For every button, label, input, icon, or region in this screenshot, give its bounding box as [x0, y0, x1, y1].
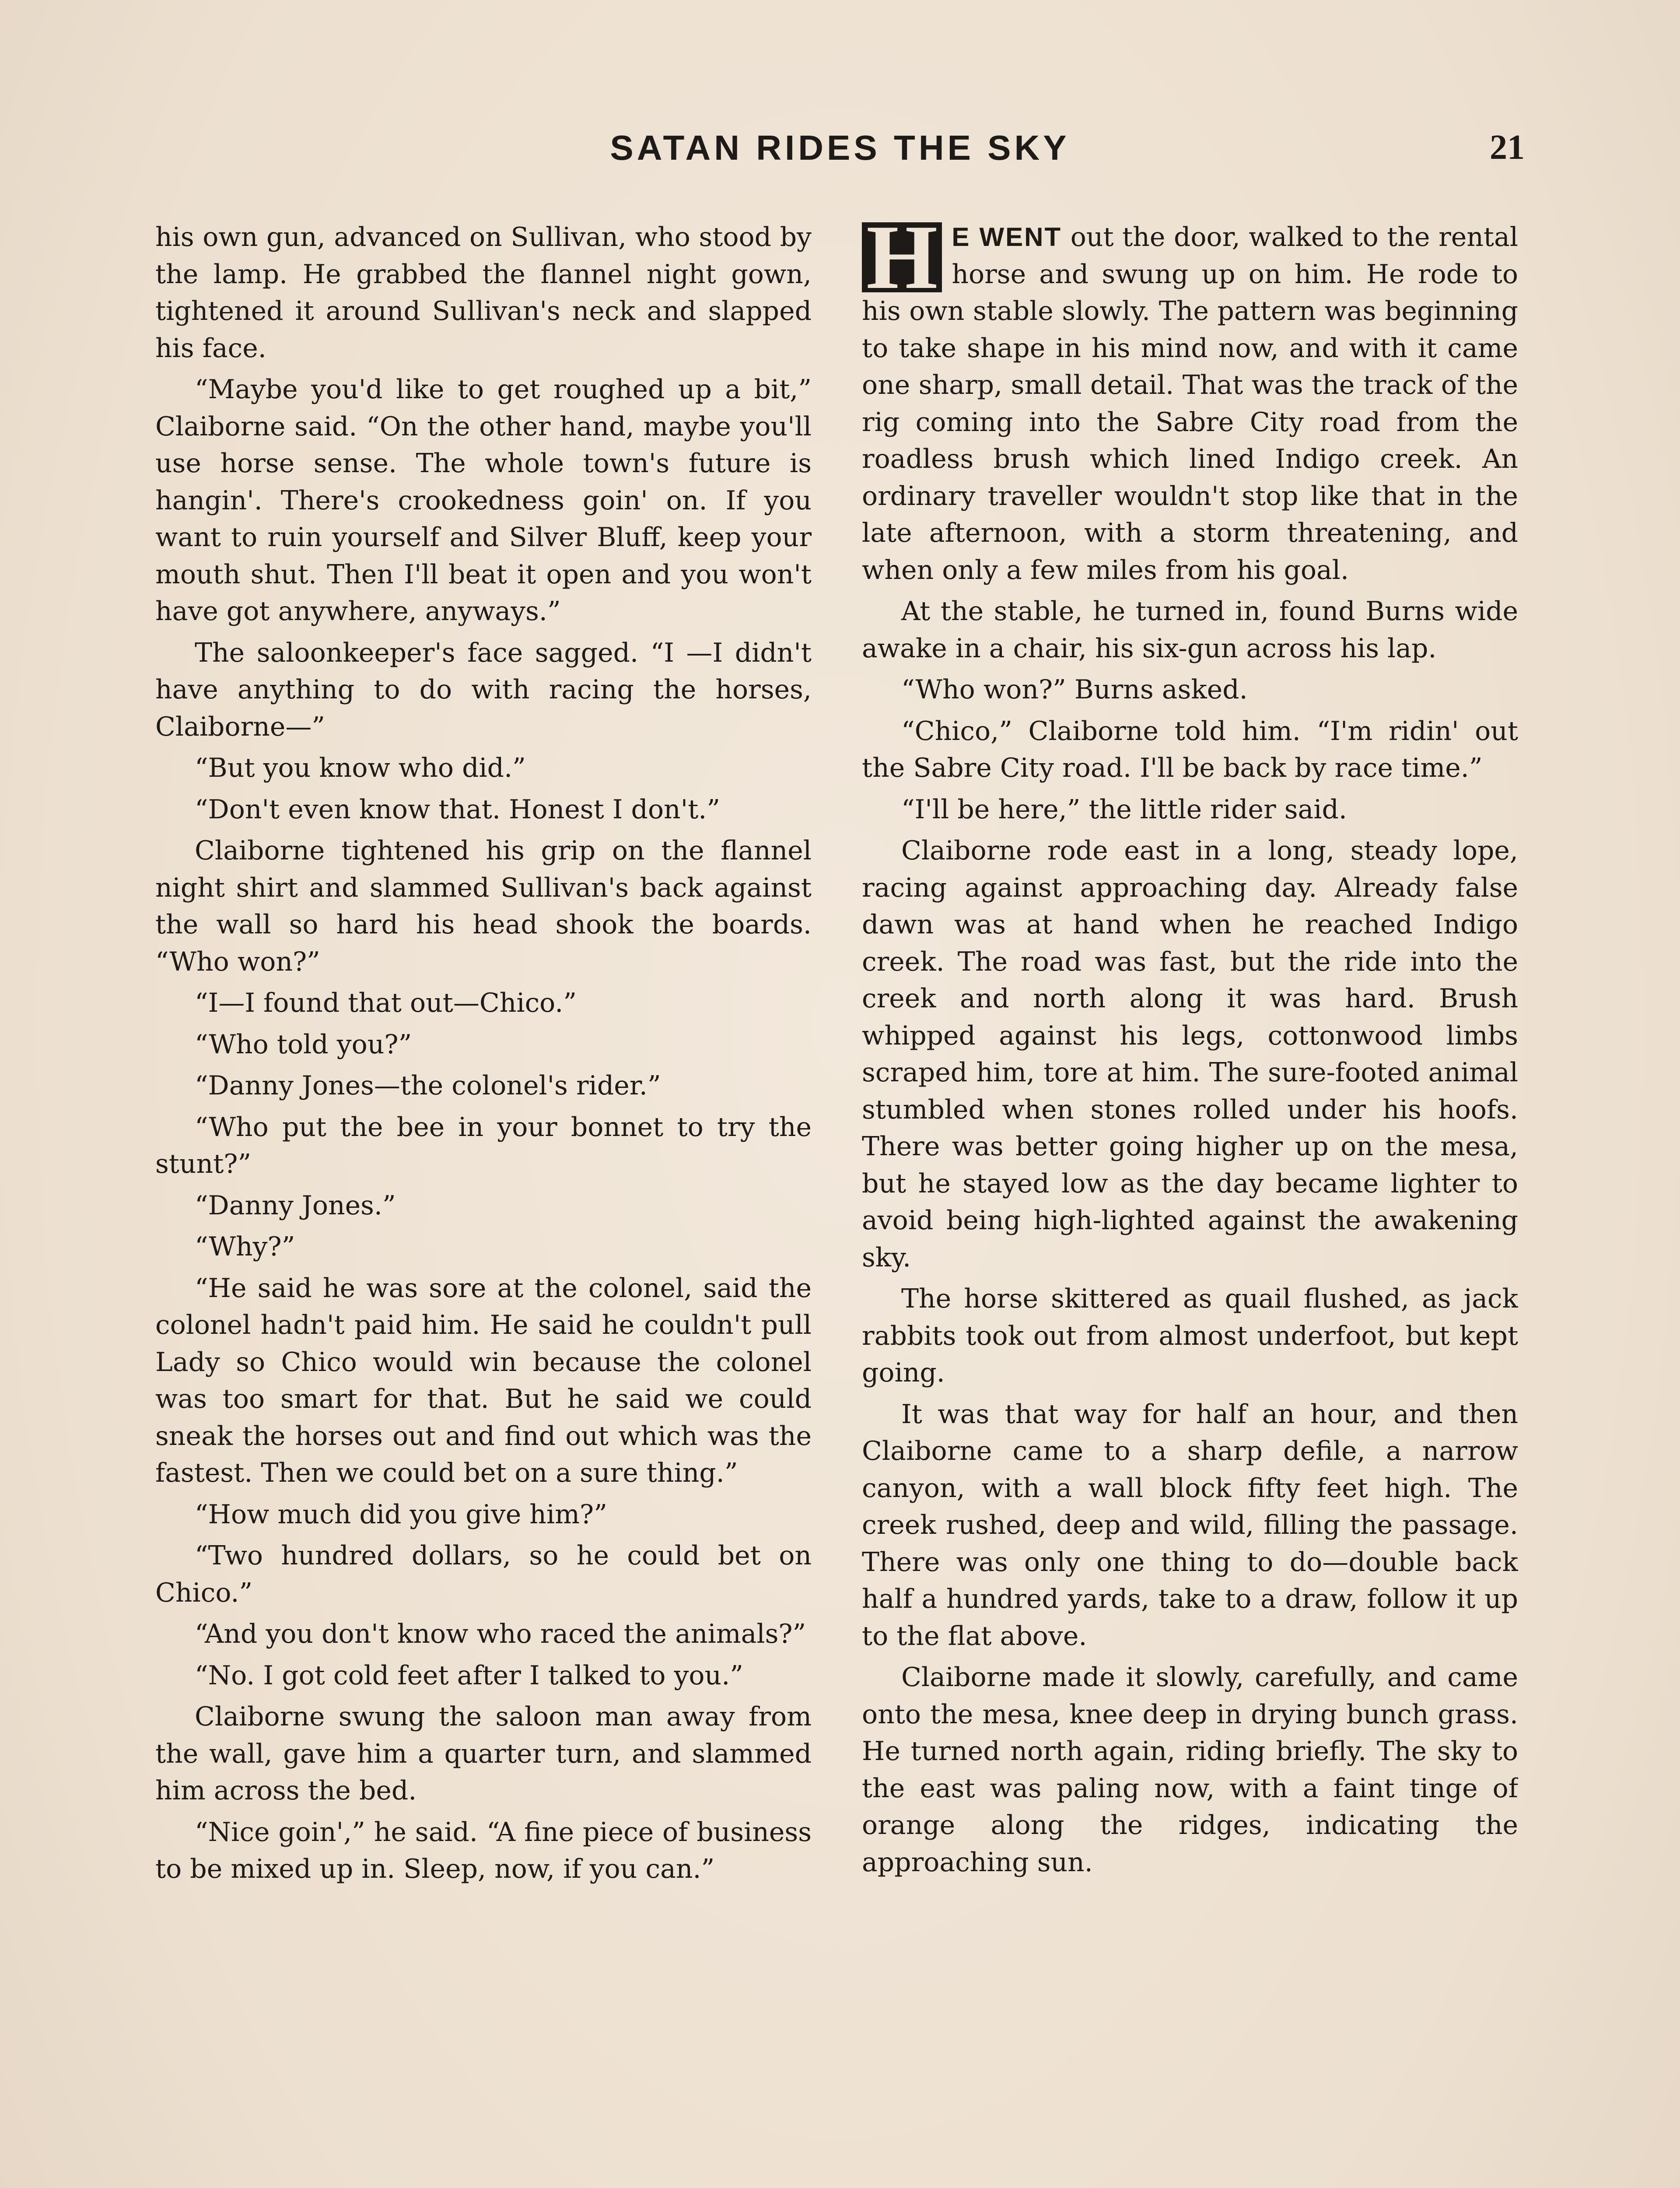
paragraph: “But you know who did.” — [195, 753, 526, 783]
paragraph: “Two hundred dollars, so he could bet on Chico.” — [155, 1540, 812, 1608]
running-title: SATAN RIDES THE SKY — [610, 128, 1070, 167]
paragraph: “Chico,” Claiborne told him. “I'm ridin' out the Sabre City road. I'll be back by race time.” — [862, 715, 1518, 783]
lead-words: E WENT — [952, 222, 1062, 252]
paragraph: It was that way for half an hour, and then Claiborne came to a sharp defile, a narrow canyon, with a wall block fifty feet high. The creek rushed, deep and wild, filling the passage. There was only one thing to do—double back half a hundred yards, take to a draw, follow it up to the flat above. — [862, 1399, 1518, 1652]
page-header — [155, 128, 1525, 176]
opening-paragraph — [862, 219, 1518, 589]
page-number: 21 — [1490, 128, 1525, 167]
paragraph: At the stable, he turned in, found Burns wide awake in a chair, his six-gun across his lap. — [862, 596, 1518, 664]
right-column — [862, 219, 1518, 2188]
paragraph: Claiborne swung the saloon man away from the wall, gave him a quarter turn, and slammed him across the bed. — [155, 1701, 812, 1806]
paragraph: Claiborne rode east in a long, steady lope, racing against approaching day. Already false dawn was at hand when he reached Indigo creek. The road was fast, but the ride into the creek and north along it was hard. Brush whipped against his legs, cottonwood limbs scraped him, tore at him. The sure-footed animal stumbled when stones rolled under his hoofs. There was better going higher up on the mesa, but he stayed low as the day became lighter to avoid being high-lighted against the awakening sky. — [862, 835, 1518, 1273]
paragraph: his own gun, advanced on Sullivan, who stood by the lamp. He grabbed the flannel night gown, tightened it around Sullivan's neck and slapped his face. — [155, 222, 812, 364]
paragraph: “Maybe you'd like to get roughed up a bit,” Claiborne said. “On the other hand, maybe you'll use horse sense. The whole town's future is hangin'. There's crookedness goin' on. If you want to ruin yourself and Silver Bluff, keep your mouth shut. Then I'll beat it open and you won't have got anywhere, anyways.” — [155, 374, 812, 627]
paragraph: Claiborne tightened his grip on the flannel night shirt and slammed Sullivan's back against the wall so hard his head shook the boards. “Who won?” — [155, 835, 812, 977]
paragraph: “Don't even know that. Honest I don't.” — [195, 794, 721, 825]
paragraph: Claiborne made it slowly, carefully, and came onto the mesa, knee deep in drying bunch grass. He turned north again, riding briefly. The sky to the east was paling now, with a faint tinge of orange along the ridges, indicating the approaching sun. — [862, 1662, 1518, 1878]
paragraph: “Who put the bee in your bonnet to try the stunt?” — [155, 1112, 812, 1179]
paragraph: “Who told you?” — [195, 1029, 412, 1060]
paragraph: “How much did you give him?” — [195, 1499, 607, 1530]
paragraph: The saloonkeeper's face sagged. “I —I didn't have anything to do with racing the horses, Claiborne—” — [155, 637, 812, 742]
opening-text: out the door, walked to the rental horse and swung up on him. He rode to his own stable slowly. The pattern was beginning to take shape in his mind now, and with it came one sharp, small detail. That was the track of the rig coming into the Sabre City road from the roadless brush which lined Indigo creek. An ordinary traveller wouldn't stop like that in the late afternoon, with a storm threatening, and when only a few miles from his goal. — [862, 222, 1518, 586]
paragraph: “Who won?” Burns asked. — [901, 674, 1248, 705]
paragraph: “I'll be here,” the little rider said. — [901, 794, 1347, 825]
paragraph: “No. I got cold feet after I talked to you.” — [195, 1660, 743, 1691]
paragraph: “Danny Jones.” — [195, 1190, 396, 1221]
left-column — [155, 219, 812, 2188]
paragraph: “Nice goin',” he said. “A fine piece of business to be mixed up in. Sleep, now, if you can.” — [155, 1816, 812, 1884]
drop-cap: H — [862, 222, 942, 292]
paragraph: “Why?” — [195, 1231, 295, 1262]
paragraph: “And you don't know who raced the animals?” — [195, 1619, 806, 1649]
paragraph: “Danny Jones—the colonel's rider.” — [195, 1070, 661, 1101]
paragraph: The horse skittered as quail flushed, as jack rabbits took out from almost underfoot, but kept going. — [862, 1283, 1518, 1388]
paragraph: “I—I found that out—Chico.” — [195, 988, 577, 1018]
paragraph: “He said he was sore at the colonel, said the colonel hadn't paid him. He said he couldn't pull Lady so Chico would win because the colonel was too smart for that. But he said we could sneak the horses out and find out which was the fastest. Then we could bet on a sure thing.” — [155, 1273, 812, 1488]
